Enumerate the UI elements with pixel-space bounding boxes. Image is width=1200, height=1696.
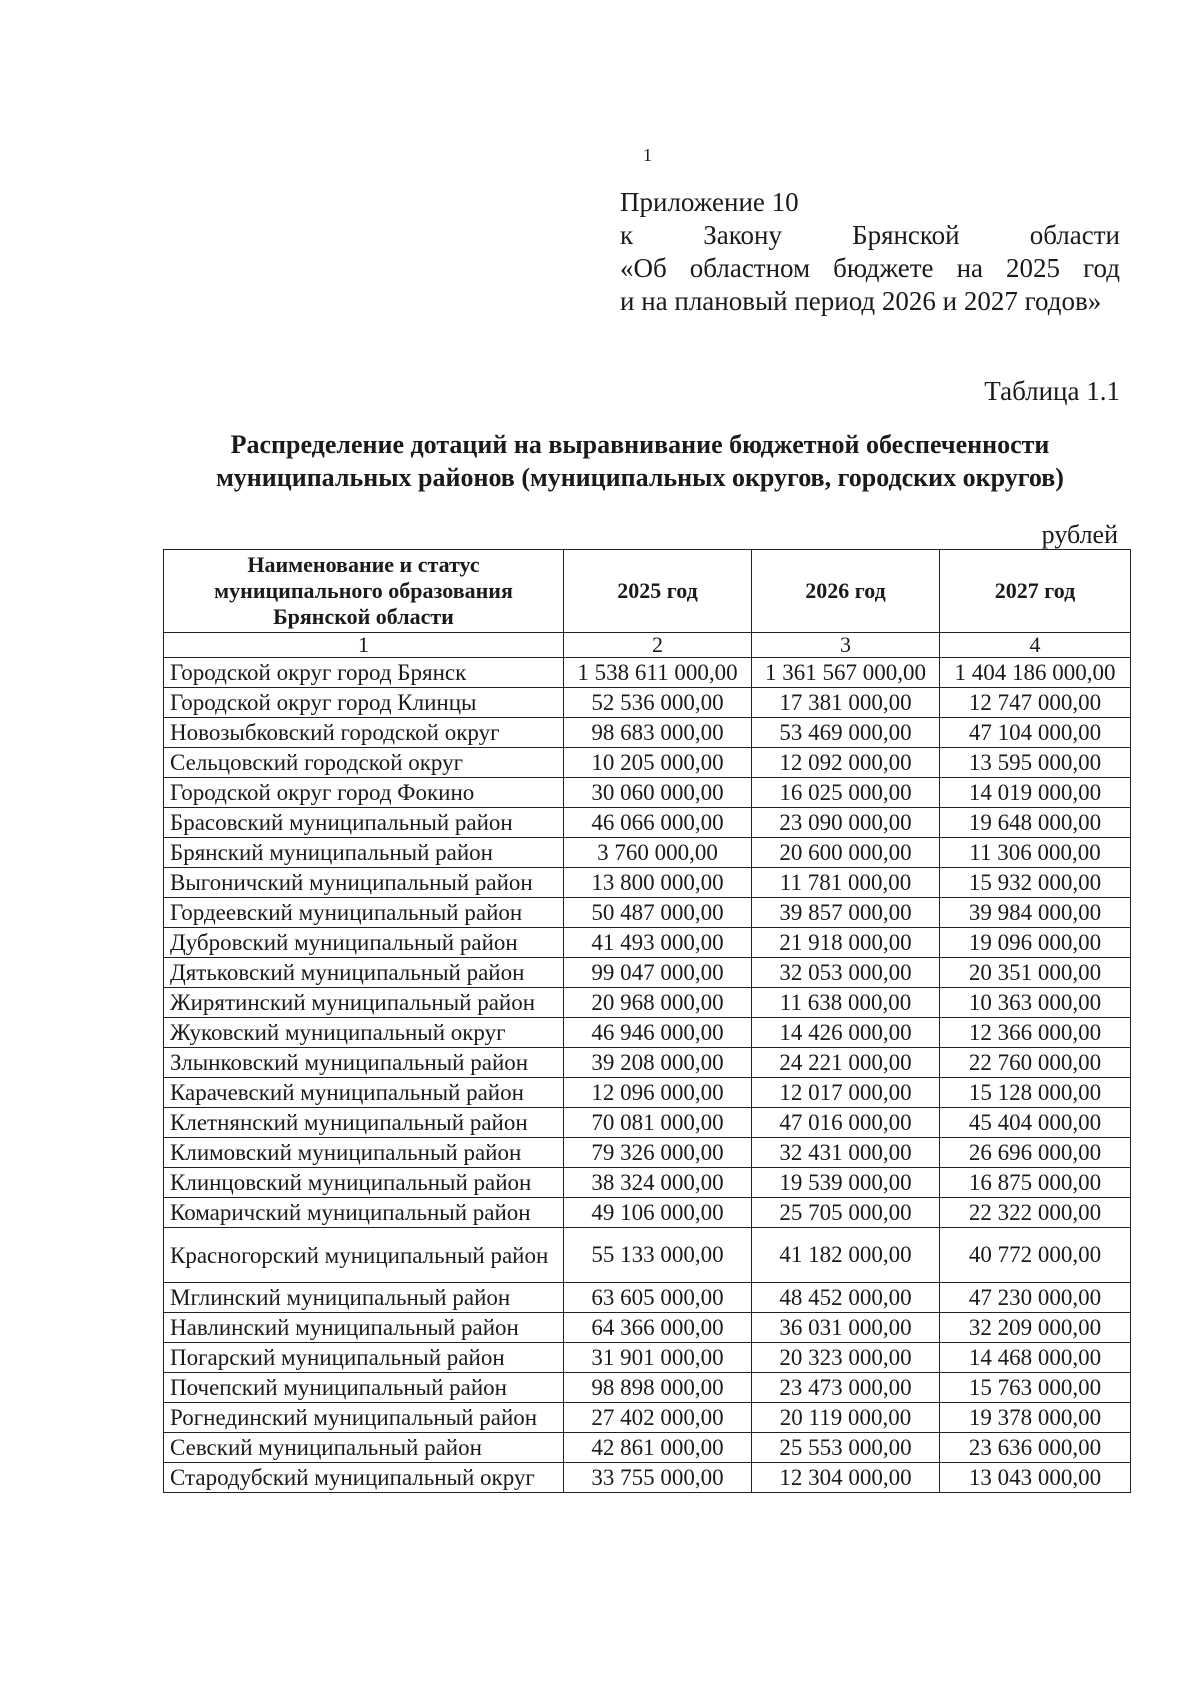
row-2025-cell: 98 683 000,00 bbox=[564, 718, 752, 748]
row-2027-cell: 15 128 000,00 bbox=[940, 1078, 1131, 1108]
row-2025-cell: 46 946 000,00 bbox=[564, 1018, 752, 1048]
row-2026-cell: 32 431 000,00 bbox=[752, 1138, 940, 1168]
row-2027-cell: 22 322 000,00 bbox=[940, 1198, 1131, 1228]
row-name-cell: Дубровский муниципальный район bbox=[164, 928, 564, 958]
row-2026-cell: 39 857 000,00 bbox=[752, 898, 940, 928]
row-2025-cell: 79 326 000,00 bbox=[564, 1138, 752, 1168]
row-name-cell: Погарский муниципальный район bbox=[164, 1343, 564, 1373]
row-2026-cell: 32 053 000,00 bbox=[752, 958, 940, 988]
header-2025: 2025 год bbox=[564, 550, 752, 633]
row-2026-cell: 21 918 000,00 bbox=[752, 928, 940, 958]
table-row bbox=[164, 688, 1131, 718]
appendix-word: областном bbox=[689, 253, 811, 283]
table-row bbox=[164, 1168, 1131, 1198]
appendix-block bbox=[620, 186, 1120, 318]
page-number: 1 bbox=[643, 145, 652, 165]
row-name-cell: Комаричский муниципальный район bbox=[164, 1198, 564, 1228]
row-2027-cell: 16 875 000,00 bbox=[940, 1168, 1131, 1198]
row-name-cell: Брасовский муниципальный район bbox=[164, 808, 564, 838]
appendix-word: к bbox=[620, 220, 634, 250]
row-name-cell: Злынковский муниципальный район bbox=[164, 1048, 564, 1078]
row-2026-cell: 41 182 000,00 bbox=[752, 1228, 940, 1283]
row-2025-cell: 10 205 000,00 bbox=[564, 748, 752, 778]
page-title bbox=[160, 428, 1120, 494]
table-row bbox=[164, 1283, 1131, 1313]
appendix-line-2 bbox=[620, 219, 1120, 252]
table-header-row bbox=[164, 550, 1131, 633]
row-2025-cell: 64 366 000,00 bbox=[564, 1313, 752, 1343]
row-name-cell: Городской округ город Брянск bbox=[164, 658, 564, 688]
subsidy-table bbox=[163, 549, 1131, 1493]
appendix-line-3 bbox=[620, 252, 1120, 285]
table-row bbox=[164, 1138, 1131, 1168]
table-row bbox=[164, 1078, 1131, 1108]
row-2026-cell: 11 781 000,00 bbox=[752, 868, 940, 898]
row-name-cell: Красногорский муниципальный район bbox=[164, 1228, 564, 1283]
appendix-word: области bbox=[1029, 220, 1120, 250]
row-2025-cell: 39 208 000,00 bbox=[564, 1048, 752, 1078]
row-2025-cell: 30 060 000,00 bbox=[564, 778, 752, 808]
row-name-cell: Клетнянский муниципальный район bbox=[164, 1108, 564, 1138]
row-2027-cell: 40 772 000,00 bbox=[940, 1228, 1131, 1283]
row-2027-cell: 32 209 000,00 bbox=[940, 1313, 1131, 1343]
appendix-word: год bbox=[1083, 253, 1120, 283]
row-2027-cell: 12 366 000,00 bbox=[940, 1018, 1131, 1048]
table-row bbox=[164, 1108, 1131, 1138]
appendix-line-4: и на плановый период 2026 и 2027 годов» bbox=[620, 286, 1102, 316]
table-row bbox=[164, 1018, 1131, 1048]
row-2027-cell: 1 404 186 000,00 bbox=[940, 658, 1131, 688]
header-2026: 2026 год bbox=[752, 550, 940, 633]
table-row bbox=[164, 898, 1131, 928]
row-name-cell: Сельцовский городской округ bbox=[164, 748, 564, 778]
table-row bbox=[164, 1373, 1131, 1403]
table-row bbox=[164, 1433, 1131, 1463]
row-2026-cell: 16 025 000,00 bbox=[752, 778, 940, 808]
table-body bbox=[164, 658, 1131, 1493]
row-2027-cell: 19 096 000,00 bbox=[940, 928, 1131, 958]
table-row bbox=[164, 778, 1131, 808]
row-name-cell: Городской округ город Клинцы bbox=[164, 688, 564, 718]
row-2027-cell: 22 760 000,00 bbox=[940, 1048, 1131, 1078]
row-name-cell: Новозыбковский городской округ bbox=[164, 718, 564, 748]
row-2026-cell: 12 017 000,00 bbox=[752, 1078, 940, 1108]
row-2027-cell: 19 648 000,00 bbox=[940, 808, 1131, 838]
row-2025-cell: 3 760 000,00 bbox=[564, 838, 752, 868]
row-2025-cell: 13 800 000,00 bbox=[564, 868, 752, 898]
row-2026-cell: 25 705 000,00 bbox=[752, 1198, 940, 1228]
table-row bbox=[164, 1228, 1131, 1283]
row-2026-cell: 11 638 000,00 bbox=[752, 988, 940, 1018]
row-2025-cell: 52 536 000,00 bbox=[564, 688, 752, 718]
table-row bbox=[164, 1463, 1131, 1493]
column-number: 1 bbox=[164, 633, 564, 658]
row-2025-cell: 55 133 000,00 bbox=[564, 1228, 752, 1283]
row-2026-cell: 23 473 000,00 bbox=[752, 1373, 940, 1403]
row-2026-cell: 12 092 000,00 bbox=[752, 748, 940, 778]
column-number: 2 bbox=[564, 633, 752, 658]
row-2027-cell: 15 763 000,00 bbox=[940, 1373, 1131, 1403]
row-name-cell: Севский муниципальный район bbox=[164, 1433, 564, 1463]
header-2027: 2027 год bbox=[940, 550, 1131, 633]
row-2026-cell: 53 469 000,00 bbox=[752, 718, 940, 748]
row-2025-cell: 42 861 000,00 bbox=[564, 1433, 752, 1463]
table-row bbox=[164, 958, 1131, 988]
row-2026-cell: 17 381 000,00 bbox=[752, 688, 940, 718]
row-2027-cell: 14 468 000,00 bbox=[940, 1343, 1131, 1373]
row-2025-cell: 33 755 000,00 bbox=[564, 1463, 752, 1493]
row-2025-cell: 1 538 611 000,00 bbox=[564, 658, 752, 688]
row-2025-cell: 31 901 000,00 bbox=[564, 1343, 752, 1373]
row-2026-cell: 20 119 000,00 bbox=[752, 1403, 940, 1433]
row-2027-cell: 47 230 000,00 bbox=[940, 1283, 1131, 1313]
table-row bbox=[164, 748, 1131, 778]
row-name-cell: Рогнединский муниципальный район bbox=[164, 1403, 564, 1433]
appendix-word: бюджете bbox=[833, 253, 934, 283]
row-2027-cell: 13 043 000,00 bbox=[940, 1463, 1131, 1493]
row-2027-cell: 26 696 000,00 bbox=[940, 1138, 1131, 1168]
row-2027-cell: 10 363 000,00 bbox=[940, 988, 1131, 1018]
row-2026-cell: 36 031 000,00 bbox=[752, 1313, 940, 1343]
column-number: 3 bbox=[752, 633, 940, 658]
column-number-row bbox=[164, 633, 1131, 658]
row-name-cell: Клинцовский муниципальный район bbox=[164, 1168, 564, 1198]
row-2027-cell: 45 404 000,00 bbox=[940, 1108, 1131, 1138]
title-line-2: муниципальных районов (муниципальных округов, городских округов) bbox=[216, 463, 1064, 492]
table-row bbox=[164, 868, 1131, 898]
row-2026-cell: 23 090 000,00 bbox=[752, 808, 940, 838]
row-name-cell: Почепский муниципальный район bbox=[164, 1373, 564, 1403]
row-2027-cell: 11 306 000,00 bbox=[940, 838, 1131, 868]
table-row bbox=[164, 1313, 1131, 1343]
units-label: рублей bbox=[1041, 520, 1118, 549]
row-2025-cell: 20 968 000,00 bbox=[564, 988, 752, 1018]
row-2025-cell: 50 487 000,00 bbox=[564, 898, 752, 928]
appendix-word: 2025 bbox=[1006, 253, 1061, 283]
row-2026-cell: 48 452 000,00 bbox=[752, 1283, 940, 1313]
header-name: Наименование и статус муниципального образования Брянской области bbox=[164, 550, 564, 633]
table-row bbox=[164, 1198, 1131, 1228]
row-name-cell: Выгоничский муниципальный район bbox=[164, 868, 564, 898]
row-2027-cell: 20 351 000,00 bbox=[940, 958, 1131, 988]
row-2026-cell: 24 221 000,00 bbox=[752, 1048, 940, 1078]
row-2027-cell: 39 984 000,00 bbox=[940, 898, 1131, 928]
table-row bbox=[164, 838, 1131, 868]
row-2025-cell: 63 605 000,00 bbox=[564, 1283, 752, 1313]
table-label: Таблица 1.1 bbox=[984, 376, 1120, 406]
row-2027-cell: 12 747 000,00 bbox=[940, 688, 1131, 718]
row-2026-cell: 14 426 000,00 bbox=[752, 1018, 940, 1048]
row-2025-cell: 41 493 000,00 bbox=[564, 928, 752, 958]
table-row bbox=[164, 718, 1131, 748]
table-row bbox=[164, 988, 1131, 1018]
appendix-word: «Об bbox=[620, 253, 667, 283]
appendix-word: на bbox=[956, 253, 983, 283]
row-2025-cell: 98 898 000,00 bbox=[564, 1373, 752, 1403]
row-2025-cell: 12 096 000,00 bbox=[564, 1078, 752, 1108]
column-number: 4 bbox=[940, 633, 1131, 658]
appendix-line-1: Приложение 10 bbox=[620, 187, 799, 217]
table-row bbox=[164, 928, 1131, 958]
row-name-cell: Жуковский муниципальный округ bbox=[164, 1018, 564, 1048]
row-name-cell: Брянский муниципальный район bbox=[164, 838, 564, 868]
row-name-cell: Навлинский муниципальный район bbox=[164, 1313, 564, 1343]
row-2025-cell: 99 047 000,00 bbox=[564, 958, 752, 988]
row-name-cell: Дятьковский муниципальный район bbox=[164, 958, 564, 988]
table-row bbox=[164, 658, 1131, 688]
row-2026-cell: 25 553 000,00 bbox=[752, 1433, 940, 1463]
row-name-cell: Стародубский муниципальный округ bbox=[164, 1463, 564, 1493]
row-2027-cell: 14 019 000,00 bbox=[940, 778, 1131, 808]
appendix-word: Брянской bbox=[852, 220, 960, 250]
row-2027-cell: 13 595 000,00 bbox=[940, 748, 1131, 778]
row-name-cell: Климовский муниципальный район bbox=[164, 1138, 564, 1168]
table-row bbox=[164, 1403, 1131, 1433]
row-2027-cell: 47 104 000,00 bbox=[940, 718, 1131, 748]
title-line-1: Распределение дотаций на выравнивание бюджетной обеспеченности bbox=[230, 430, 1050, 459]
row-2026-cell: 20 600 000,00 bbox=[752, 838, 940, 868]
row-2027-cell: 23 636 000,00 bbox=[940, 1433, 1131, 1463]
row-2025-cell: 27 402 000,00 bbox=[564, 1403, 752, 1433]
row-2027-cell: 15 932 000,00 bbox=[940, 868, 1131, 898]
table-row bbox=[164, 808, 1131, 838]
row-name-cell: Мглинский муниципальный район bbox=[164, 1283, 564, 1313]
appendix-word: Закону bbox=[703, 220, 782, 250]
row-2026-cell: 12 304 000,00 bbox=[752, 1463, 940, 1493]
row-2025-cell: 38 324 000,00 bbox=[564, 1168, 752, 1198]
row-name-cell: Гордеевский муниципальный район bbox=[164, 898, 564, 928]
row-2025-cell: 46 066 000,00 bbox=[564, 808, 752, 838]
row-2025-cell: 70 081 000,00 bbox=[564, 1108, 752, 1138]
row-2026-cell: 20 323 000,00 bbox=[752, 1343, 940, 1373]
row-2026-cell: 1 361 567 000,00 bbox=[752, 658, 940, 688]
row-name-cell: Жирятинский муниципальный район bbox=[164, 988, 564, 1018]
row-2026-cell: 47 016 000,00 bbox=[752, 1108, 940, 1138]
row-2027-cell: 19 378 000,00 bbox=[940, 1403, 1131, 1433]
row-name-cell: Городской округ город Фокино bbox=[164, 778, 564, 808]
table-row bbox=[164, 1048, 1131, 1078]
row-2026-cell: 19 539 000,00 bbox=[752, 1168, 940, 1198]
row-2025-cell: 49 106 000,00 bbox=[564, 1198, 752, 1228]
table-row bbox=[164, 1343, 1131, 1373]
row-name-cell: Карачевский муниципальный район bbox=[164, 1078, 564, 1108]
